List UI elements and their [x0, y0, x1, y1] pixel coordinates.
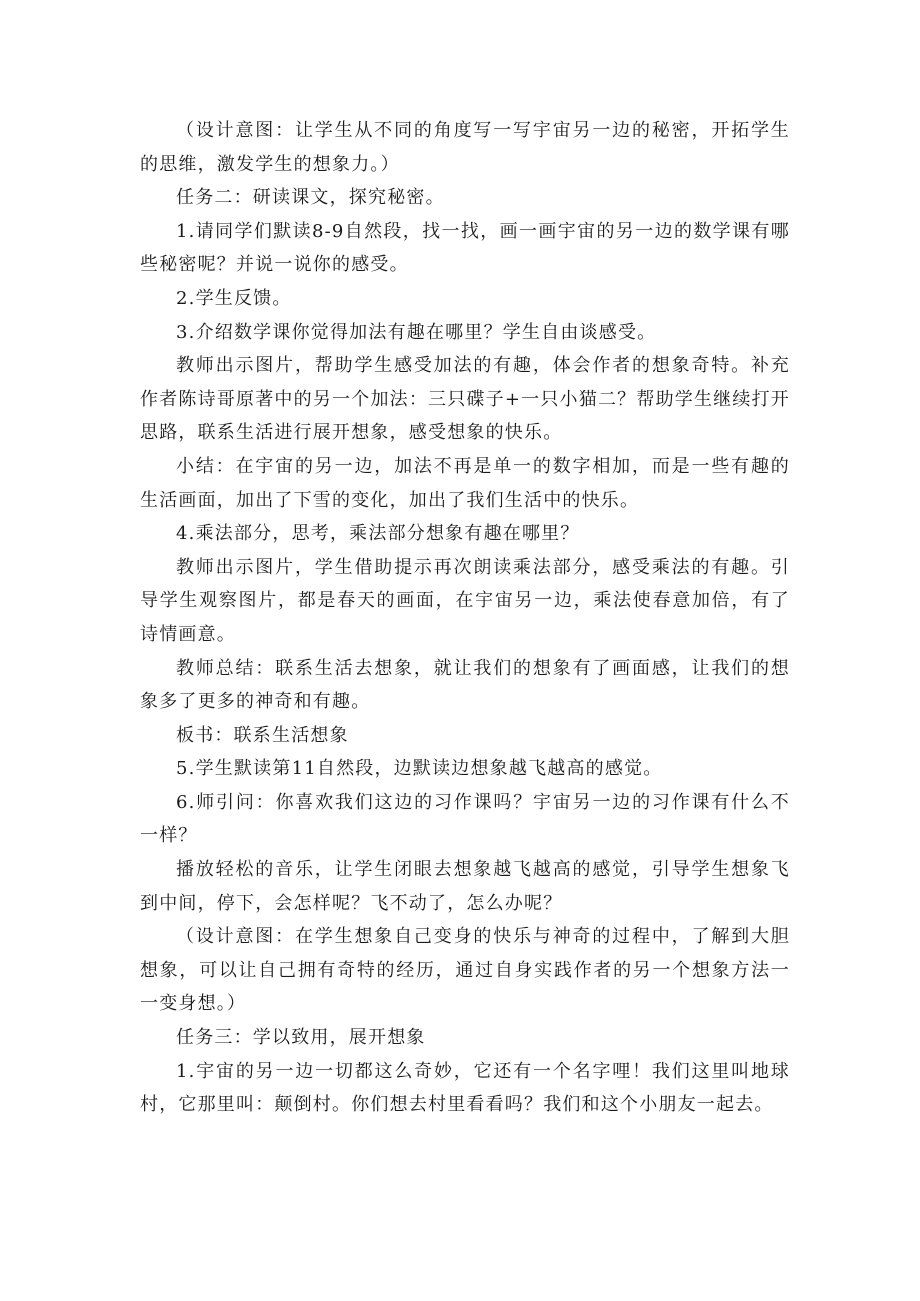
design-intent-note-2: （设计意图：在学生想象自己变身的快乐与神奇的过程中，了解到大胆想象，可以让自己拥有奇特的经历，通过自身实践作者的另一个想象方法一一变身想。）: [140, 926, 790, 1015]
step-1-silent-reading: 1.请同学们默读8-9自然段，找一找，画一画宇宙的另一边的数学课有哪些秘密呢？并说一说你的感受。: [140, 220, 790, 276]
multiplication-pictures-paragraph: 教师出示图片，学生借助提示再次朗读乘法部分，感受乘法的有趣。引导学生观察图片，都是春天的画面，在宇宙另一边，乘法使春意加倍，有了诗情画意。: [140, 556, 790, 645]
summary-paragraph: 小结：在宇宙的另一边，加法不再是单一的数字相加，而是一些有趣的生活画面，加出了下雪的变化，加出了我们生活中的快乐。: [140, 455, 790, 511]
step-2-feedback: 2.学生反馈。: [176, 287, 292, 309]
teacher-conclusion-paragraph: 教师总结：联系生活去想象，就让我们的想象有了画面感，让我们的想象多了更多的神奇和有趣。: [140, 657, 790, 713]
task-three-step-1: 1.宇宙的另一边一切都这么奇妙，它还有一个名字哩！我们这里叫地球村，它那里叫：颠倒村。你们想去村里看看吗？我们和这个小朋友一起去。: [140, 1060, 790, 1116]
step-6-question: 6.师引问：你喜欢我们这边的习作课吗？宇宙另一边的习作课有什么不一样？: [140, 791, 790, 847]
document-body: [140, 114, 790, 1122]
task-two-heading: 任务二：研读课文，探究秘密。: [176, 187, 445, 209]
design-intent-note-1: （设计意图：让学生从不同的角度写一写宇宙另一边的秘密，开拓学生的思维，激发学生的想象力。）: [140, 120, 790, 175]
step-4-multiplication: 4.乘法部分，思考，乘法部分想象有趣在哪里？: [176, 523, 580, 545]
addition-pictures-paragraph: 教师出示图片，帮助学生感受加法的有趣，体会作者的想象奇特。补充作者陈诗哥原著中的另一个加法：三只碟子+一只小猫二？帮助学生继续打开思路，联系生活进行展开想象，感受想象的快乐。: [140, 355, 790, 444]
music-imagination-paragraph: 播放轻松的音乐，让学生闭眼去想象越飞越高的感觉，引导学生想象飞到中间，停下，会怎样呢？飞不动了，怎么办呢？: [140, 859, 790, 914]
blackboard-note: 板书：联系生活想象: [176, 724, 349, 746]
step-3-addition: 3.介绍数学课你觉得加法有趣在哪里？学生自由谈感受。: [176, 321, 657, 343]
task-three-heading: 任务三：学以致用，展开想象: [176, 1027, 426, 1049]
step-5-reading: 5.学生默读第11自然段，边默读边想象越飞越高的感觉。: [176, 758, 663, 780]
